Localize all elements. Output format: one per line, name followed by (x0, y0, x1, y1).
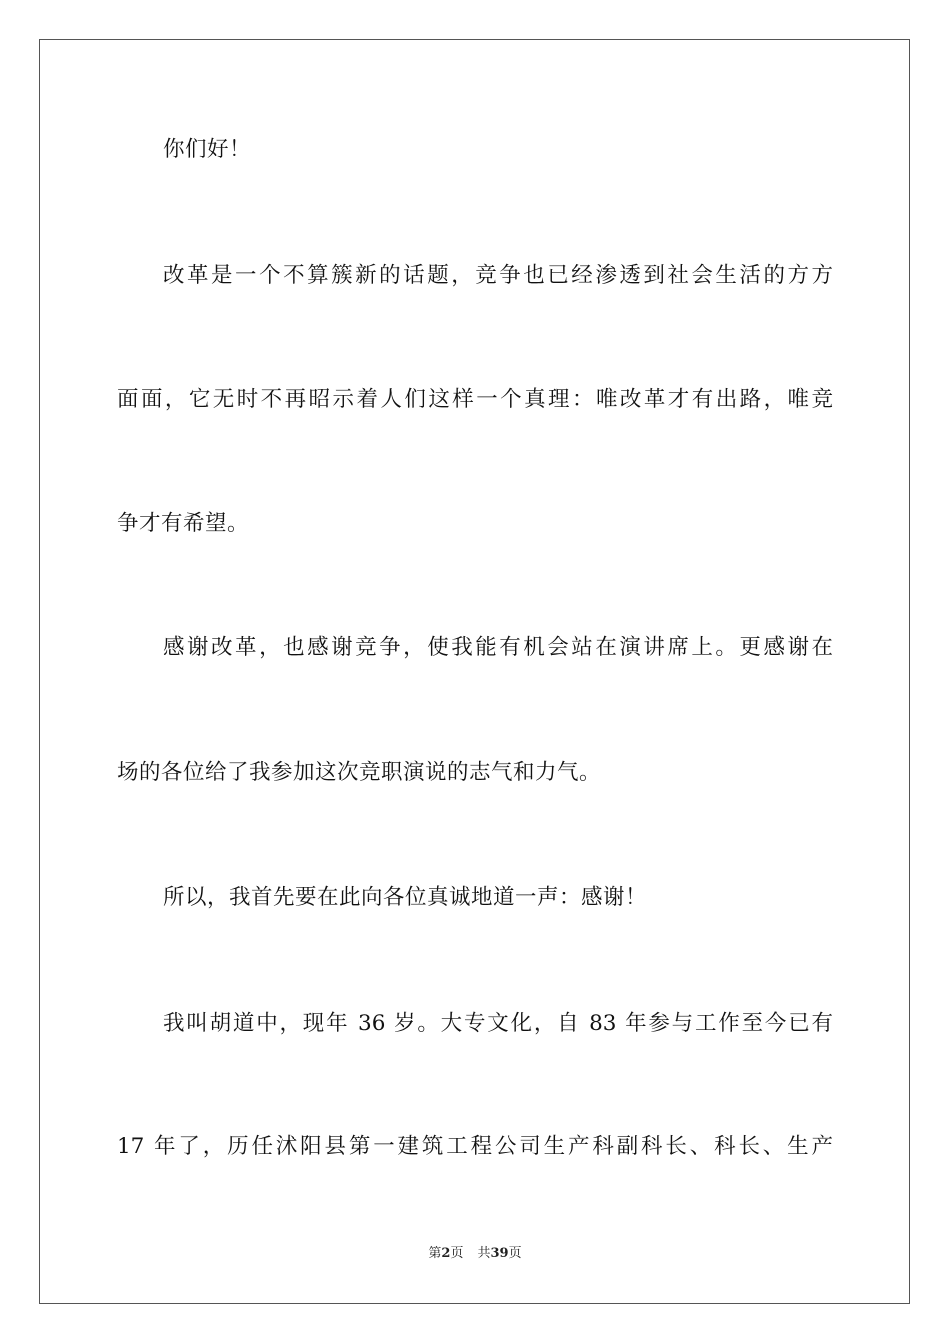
footer-page-suffix: 页 (450, 1246, 464, 1261)
paragraph-4-line-1: 我叫胡道中，现年 36 岁。大专文化，自 83 年参与工作至今已有 (163, 1011, 833, 1036)
footer-page-prefix: 第 (428, 1246, 442, 1261)
paragraph-3-line-1: 所以，我首先要在此向各位真诚地道一声：感谢！ (163, 885, 648, 910)
footer-total-prefix: 共 (477, 1246, 491, 1261)
paragraph-4-line-2: 17 年了，历任沭阳县第一建筑工程公司生产科副科长、科长、生产 (117, 1134, 833, 1159)
greeting-line: 你们好！ (163, 137, 252, 162)
footer-page-total: 39 (490, 1246, 509, 1261)
paragraph-1-line-3: 争才有希望。 (117, 511, 250, 536)
paragraph-2-line-1: 感谢改革，也感谢竞争，使我能有机会站在演讲席上。更感谢在 (163, 635, 833, 660)
paragraph-1-line-2: 面面，它无时不再昭示着人们这样一个真理：唯改革才有出路，唯竞 (117, 387, 833, 412)
paragraph-1-line-1: 改革是一个不算簇新的话题，竞争也已经渗透到社会生活的方方 (163, 263, 833, 288)
footer-page-current: 2 (441, 1246, 451, 1261)
footer-total-suffix: 页 (508, 1246, 522, 1261)
page-frame (39, 39, 910, 1304)
paragraph-2-line-2: 场的各位给了我参加这次竞职演说的志气和力气。 (117, 760, 602, 785)
page-footer (0, 1245, 950, 1263)
